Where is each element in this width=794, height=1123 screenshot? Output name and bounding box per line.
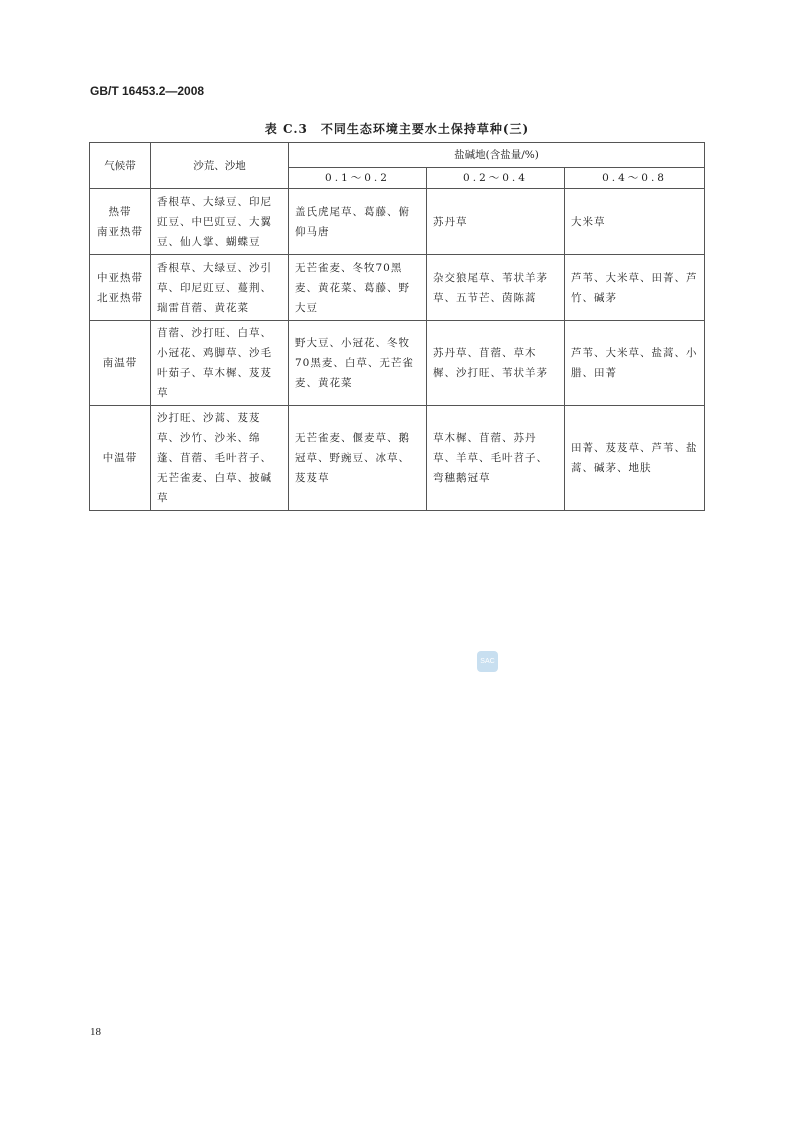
sand-species-cell: 香根草、大绿豆、沙引草、印尼豇豆、蔓荆、瑞雷苜蓿、黄花菜 — [151, 255, 289, 321]
header-climate: 气候带 — [90, 143, 151, 189]
saline-1-species-cell: 盖氏虎尾草、葛藤、俯仰马唐 — [289, 189, 427, 255]
sand-species-cell: 香根草、大绿豆、印尼豇豆、中巴豇豆、大翼豆、仙人掌、蝴蝶豆 — [151, 189, 289, 255]
header-saline-1: 0.1～0.2 — [289, 168, 427, 189]
saline-3-species-cell: 芦苇、大米草、田菁、芦竹、碱茅 — [565, 255, 705, 321]
saline-3-species-cell: 芦苇、大米草、盐蒿、小腊、田菁 — [565, 321, 705, 406]
table-header-row — [90, 143, 705, 168]
header-saline-2: 0.2～0.4 — [427, 168, 565, 189]
grass-species-table — [89, 142, 705, 511]
saline-2-species-cell: 杂交狼尾草、苇状羊茅草、五节芒、茵陈蒿 — [427, 255, 565, 321]
saline-1-species-cell: 野大豆、小冠花、冬牧70黑麦、白草、无芒雀麦、黄花菜 — [289, 321, 427, 406]
saline-2-species-cell: 苏丹草、苜蓿、草木樨、沙打旺、苇状羊茅 — [427, 321, 565, 406]
table-row — [90, 255, 705, 321]
table-row — [90, 321, 705, 406]
saline-1-species-cell: 无芒雀麦、偃麦草、鹅冠草、野豌豆、冰草、芨芨草 — [289, 406, 427, 511]
saline-1-species-cell: 无芒雀麦、冬牧70黑麦、黄花菜、葛藤、野大豆 — [289, 255, 427, 321]
table-row — [90, 189, 705, 255]
saline-3-species-cell: 田菁、芨芨草、芦苇、盐蒿、碱茅、地肤 — [565, 406, 705, 511]
table-caption: 表 C.3 不同生态环境主要水土保持草种(三) — [264, 122, 530, 136]
climate-zone-cell — [90, 189, 151, 255]
climate-zone-cell — [90, 406, 151, 511]
zone-name: 南温带 — [102, 357, 138, 369]
table-row — [90, 406, 705, 511]
zone-name: 中温带 — [102, 452, 138, 464]
sand-species-cell: 苜蓿、沙打旺、白草、小冠花、鸡脚草、沙毛叶茹子、草木樨、芨芨草 — [151, 321, 289, 406]
zone-name: 中亚热带 — [97, 271, 143, 284]
header-sand: 沙荒、沙地 — [151, 143, 289, 189]
climate-zone-cell — [90, 321, 151, 406]
standard-code: GB/T 16453.2—2008 — [90, 84, 205, 98]
saline-2-species-cell: 苏丹草 — [427, 189, 565, 255]
zone-name: 南亚热带 — [97, 225, 143, 238]
zone-name: 北亚热带 — [97, 291, 143, 304]
sac-watermark-logo: SAC — [477, 651, 498, 672]
saline-3-species-cell: 大米草 — [565, 189, 705, 255]
page-number: 18 — [90, 1026, 101, 1038]
saline-2-species-cell: 草木樨、苜蓿、苏丹草、羊草、毛叶苕子、弯穗鹅冠草 — [427, 406, 565, 511]
sand-species-cell: 沙打旺、沙蒿、芨芨草、沙竹、沙米、绵蓬、苜蓿、毛叶苕子、无芒雀麦、白草、披碱草 — [151, 406, 289, 511]
zone-name: 热带 — [108, 205, 132, 218]
climate-zone-cell — [90, 255, 151, 321]
header-saline-group: 盐碱地(含盐量/%) — [289, 143, 705, 168]
header-saline-3: 0.4～0.8 — [565, 168, 705, 189]
